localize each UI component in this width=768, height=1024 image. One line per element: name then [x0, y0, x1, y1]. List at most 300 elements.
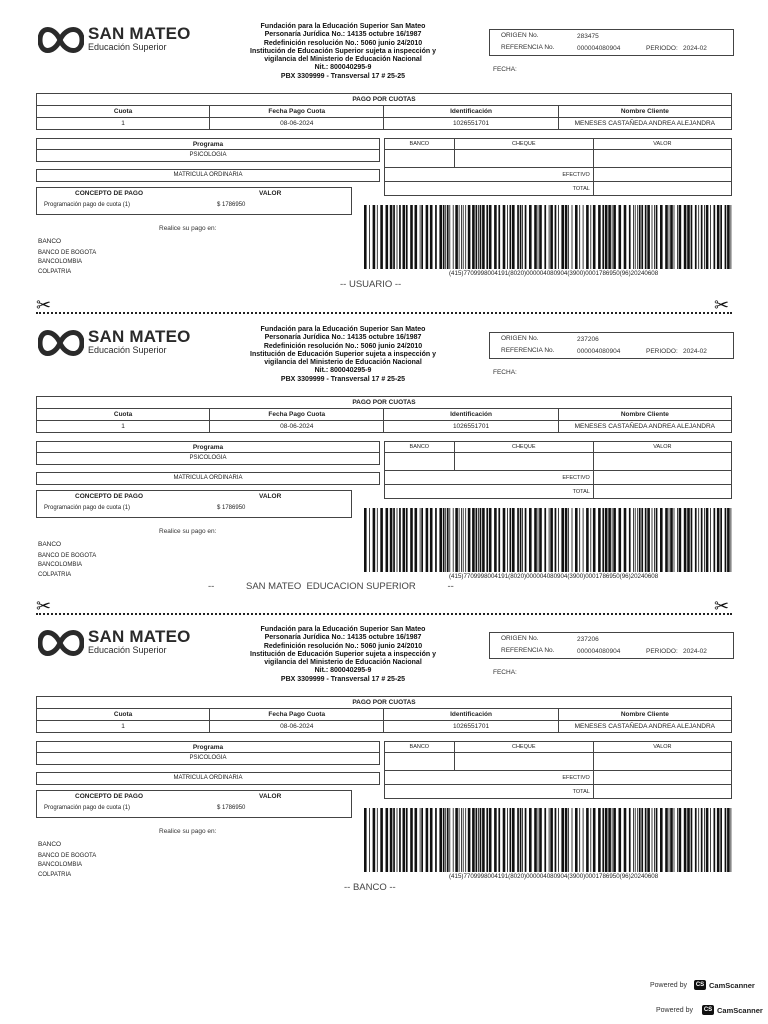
barcode-bar [725, 205, 727, 269]
barcode-bar [568, 205, 569, 269]
bank-list [38, 540, 96, 580]
barcode-bar [684, 508, 687, 572]
payment-concept-box [36, 490, 352, 518]
payment-concept-box [36, 790, 352, 818]
barcode-bar [687, 205, 690, 269]
barcode-bar [633, 508, 634, 572]
installments-table [36, 396, 732, 433]
barcode-bar [575, 508, 578, 572]
barcode-bar [468, 205, 471, 269]
installments-table [36, 696, 732, 733]
barcode-bar [529, 508, 532, 572]
barcode-bar [586, 205, 589, 269]
identificacion-value: 1026551701 [384, 721, 558, 733]
barcode-bar [534, 808, 537, 872]
barcode-bar [525, 508, 527, 572]
barcode-bar [645, 508, 647, 572]
barcode-bar [714, 808, 716, 872]
origin-reference-box [489, 29, 734, 56]
barcode-bar [572, 508, 573, 572]
header-line: PBX 3309999 - Transversal 17 # 25-25 [280, 72, 406, 80]
barcode-bar [393, 508, 395, 572]
barcode-bar [472, 808, 475, 872]
barcode-bar [480, 205, 482, 269]
cheque-cell [454, 453, 593, 471]
barcode-bar [698, 508, 699, 572]
program-value: PSICOLOGIA [36, 149, 380, 162]
fecha-pago-value: 08-06-2024 [210, 118, 384, 130]
barcode-bar [633, 205, 634, 269]
barcode-bar [478, 808, 479, 872]
barcode-bar [635, 205, 636, 269]
barcode-bar [439, 808, 442, 872]
barcode-bar [399, 808, 401, 872]
barcode-bar [647, 508, 650, 572]
col-banco: BANCO [385, 742, 455, 753]
barcode-bar [435, 808, 437, 872]
barcode-bar [539, 205, 542, 269]
col-identificacion: Identificación [384, 709, 558, 721]
col-nombre-cliente: Nombre Cliente [558, 409, 731, 421]
barcode-bar [639, 508, 641, 572]
barcode-bar [656, 808, 658, 872]
barcode-bar [465, 808, 466, 872]
barcode-bar [399, 205, 401, 269]
barcode-bar [665, 508, 668, 572]
header-line: PBX 3309999 - Transversal 17 # 25-25 [280, 375, 406, 383]
barcode-bar [674, 508, 675, 572]
barcode-bar [517, 508, 519, 572]
value-header: VALOR [259, 793, 282, 800]
institution-header [228, 626, 458, 684]
barcode-bar [512, 508, 515, 572]
barcode-bar [590, 808, 591, 872]
barcode-bar [465, 205, 466, 269]
col-fecha-pago: Fecha Pago Cuota [210, 106, 384, 118]
reference-label: REFERENCIA No. [501, 647, 555, 654]
barcode-bar [480, 808, 482, 872]
header-line: Fundación para la Educación Superior San Mateo [260, 626, 426, 633]
barcode-bar [619, 508, 622, 572]
barcode-bar [459, 205, 460, 269]
period-value: 2024-02 [683, 45, 707, 52]
efectivo-label: EFECTIVO [385, 771, 594, 785]
col-valor: VALOR [593, 442, 731, 453]
barcode-bar [390, 508, 393, 572]
barcode-bar [558, 508, 559, 572]
concept-value: $ 1786950 [217, 202, 246, 208]
barcode-bar [461, 508, 462, 572]
barcode-bar [572, 808, 573, 872]
efectivo-label: EFECTIVO [385, 471, 594, 485]
barcode-bar [476, 205, 478, 269]
barcode-bar [465, 508, 466, 572]
total-label: TOTAL [385, 182, 594, 196]
barcode-bar [520, 508, 522, 572]
barcode-bar [544, 205, 546, 269]
barcode-bar [435, 205, 437, 269]
enrollment-type: MATRICULA ORDINARIA [36, 472, 380, 485]
value-header: VALOR [259, 493, 282, 500]
barcode-bar [397, 205, 398, 269]
barcode-bar [461, 205, 462, 269]
barcode-bar [629, 508, 631, 572]
barcode-bar [478, 508, 479, 572]
barcode-bar [619, 808, 622, 872]
col-cheque: CHEQUE [454, 139, 593, 150]
barcode-bar [397, 508, 398, 572]
barcode-bar [472, 508, 475, 572]
barcode-bar [695, 205, 697, 269]
col-identificacion: Identificación [384, 106, 558, 118]
barcode-bar [486, 808, 488, 872]
bank-item: BANCO DE BOGOTA [38, 852, 97, 859]
barcode-bar [443, 205, 445, 269]
powered-by-text: Powered by [656, 1007, 693, 1014]
barcode-bar [393, 808, 395, 872]
barcode-bar [539, 508, 542, 572]
barcode-bar [613, 808, 616, 872]
barcode-bar [503, 808, 506, 872]
barcode-bar [701, 205, 703, 269]
barcode-bar [612, 205, 613, 269]
barcode-bar [449, 808, 450, 872]
total-cell [593, 785, 731, 799]
barcode-bar [445, 508, 446, 572]
concept-header: CONCEPTO DE PAGO [75, 190, 144, 197]
efectivo-label: EFECTIVO [385, 168, 594, 182]
barcode-bar [503, 508, 506, 572]
barcode-bar [482, 205, 485, 269]
barcode-bar [583, 808, 584, 872]
institution-header [228, 326, 458, 384]
barcode-bar [590, 205, 591, 269]
installments-title: PAGO POR CUOTAS [37, 94, 732, 106]
nombre-cliente-value: MENESES CASTAÑEDA ANDREA ALEJANDRA [558, 421, 731, 433]
banco-cell [385, 753, 455, 771]
barcode-bar [489, 205, 492, 269]
date-label: FECHA: [493, 66, 517, 73]
program-value: PSICOLOGIA [36, 452, 380, 465]
barcode-bar [449, 508, 450, 572]
bank-list [38, 237, 96, 277]
program-header: Programa [36, 138, 380, 150]
barcode-bar [691, 508, 693, 572]
col-valor: VALOR [593, 139, 731, 150]
barcode-bar [691, 205, 693, 269]
barcode-bar [714, 205, 716, 269]
barcode-bar [677, 808, 678, 872]
enrollment-type: MATRICULA ORDINARIA [36, 772, 380, 785]
barcode-bar [386, 205, 389, 269]
barcode [364, 508, 732, 572]
logo-mark-icon [38, 20, 84, 60]
barcode-bar [598, 808, 601, 872]
barcode-bar [679, 205, 682, 269]
barcode-bar [461, 808, 462, 872]
barcode-bar [538, 508, 539, 572]
barcode-bar [463, 508, 464, 572]
payment-method-table [384, 441, 732, 499]
barcode-bar [455, 808, 458, 872]
bank-item: COLPATRIA [38, 268, 72, 275]
san-mateo-logo [38, 323, 198, 363]
barcode-bar [430, 205, 433, 269]
barcode-bar [612, 808, 613, 872]
barcode-bar [612, 508, 613, 572]
date-label: FECHA: [493, 669, 517, 676]
barcode-bar [645, 205, 647, 269]
bank-list [38, 840, 96, 880]
barcode-bar [669, 205, 670, 269]
valor-cell [593, 150, 731, 168]
barcode-bar [575, 205, 578, 269]
cut-line [36, 613, 732, 615]
barcode-bar [373, 808, 376, 872]
period-label: PERIODO: [646, 45, 678, 52]
efectivo-cell [593, 168, 731, 182]
barcode-bar [605, 205, 608, 269]
barcode-bar [725, 508, 727, 572]
barcode-bar [522, 205, 523, 269]
logo-subtitle: Educación Superior [88, 42, 167, 52]
camscanner-badge [702, 1005, 763, 1015]
barcode-bar [687, 508, 690, 572]
header-line: Nit.: 800040295-9 [314, 367, 372, 375]
origin-label: ORIGEN No. [501, 335, 539, 342]
barcode-bar [529, 205, 532, 269]
barcode-bar [468, 808, 471, 872]
total-label: TOTAL [385, 485, 594, 499]
barcode-bar [677, 508, 678, 572]
barcode-bar [534, 508, 537, 572]
pay-at-label: Realice su pago en: [159, 828, 217, 835]
concept-item: Programación pago de cuota (1) [44, 805, 131, 811]
barcode-bar [561, 508, 564, 572]
logo-name: SAN MATEO [88, 627, 191, 646]
barcode-bar [453, 808, 454, 872]
barcode-bar [443, 508, 445, 572]
barcode-bar [586, 808, 589, 872]
fecha-pago-value: 08-06-2024 [210, 721, 384, 733]
barcode-bar [534, 205, 537, 269]
camscanner-badge [694, 980, 755, 990]
col-banco: BANCO [385, 139, 455, 150]
header-line: Nit.: 800040295-9 [314, 64, 372, 72]
identificacion-value: 1026551701 [384, 118, 558, 130]
barcode-bar [637, 808, 638, 872]
copy-label: -- SAN MATEO EDUCACION SUPERIOR -- [208, 581, 454, 592]
barcode-bar [476, 508, 478, 572]
header-line: Fundación para la Educación Superior San Mateo [260, 23, 426, 30]
barcode-bar [489, 808, 492, 872]
col-cuota: Cuota [37, 709, 210, 721]
barcode-bar [426, 808, 429, 872]
col-cuota: Cuota [37, 409, 210, 421]
barcode-bar [725, 808, 727, 872]
barcode-bar [494, 808, 497, 872]
col-identificacion: Identificación [384, 409, 558, 421]
barcode-bar [520, 808, 522, 872]
barcode-bar [691, 808, 693, 872]
barcode-bar [568, 508, 569, 572]
barcode-bar [369, 808, 370, 872]
barcode-bar [443, 808, 445, 872]
barcode-bar [517, 808, 519, 872]
barcode-bar [482, 808, 485, 872]
col-cuota: Cuota [37, 106, 210, 118]
barcode-bar [598, 205, 601, 269]
barcode-bar [641, 205, 643, 269]
barcode-bar [704, 205, 705, 269]
barcode-bar [608, 508, 611, 572]
barcode-bar [403, 808, 406, 872]
efectivo-cell [593, 771, 731, 785]
barcode-bar [652, 205, 653, 269]
logo-name: SAN MATEO [88, 327, 191, 346]
scissors-icon: ✂ [714, 596, 730, 616]
reference-number: 000004080904 [577, 348, 621, 355]
barcode-bar [549, 508, 550, 572]
barcode-bar [656, 205, 658, 269]
cuota-value: 1 [37, 118, 210, 130]
barcode-bar [522, 508, 523, 572]
cuota-value: 1 [37, 421, 210, 433]
col-nombre-cliente: Nombre Cliente [558, 709, 731, 721]
barcode-bar [415, 808, 418, 872]
logo-mark-icon [38, 323, 84, 363]
value-header: VALOR [259, 190, 282, 197]
barcode-bar [406, 808, 408, 872]
barcode-bar [510, 205, 512, 269]
barcode-bar [426, 508, 429, 572]
barcode-bar [706, 508, 709, 572]
header-line: vigilancia del Ministerio de Educación Nacional [264, 659, 422, 667]
copy-label: -- USUARIO -- [340, 279, 402, 290]
header-line: Personaría Jurídica No.: 14135 octubre 16/1987 [264, 334, 422, 342]
barcode-bar [677, 205, 678, 269]
scissors-icon: ✂ [36, 596, 52, 616]
nombre-cliente-value: MENESES CASTAÑEDA ANDREA ALEJANDRA [558, 118, 731, 130]
barcode-bar [629, 808, 631, 872]
barcode-bar [510, 508, 512, 572]
barcode-bar [549, 808, 550, 872]
barcode-bar [439, 508, 442, 572]
barcode-bar [731, 205, 732, 269]
barcode-bar [698, 808, 699, 872]
installments-table [36, 93, 732, 130]
period-label: PERIODO: [646, 648, 678, 655]
barcode-bar [544, 508, 546, 572]
origin-reference-box [489, 632, 734, 659]
barcode-bar [704, 808, 705, 872]
barcode-bar [453, 205, 454, 269]
bank-item: BANCO DE BOGOTA [38, 552, 97, 559]
barcode-bar [512, 808, 515, 872]
barcode-bar [525, 808, 527, 872]
barcode-bar [447, 808, 449, 872]
barcode-bar [579, 808, 580, 872]
header-line: Personaría Jurídica No.: 14135 octubre 16/1987 [264, 634, 422, 642]
barcode-bar [572, 205, 573, 269]
header-line: Institución de Educación Superior sujeta a inspección y [250, 350, 436, 358]
barcode-bar [561, 808, 564, 872]
barcode-bar [720, 508, 722, 572]
barcode-bar [565, 508, 568, 572]
barcode-bar [377, 808, 378, 872]
barcode-bar [507, 508, 508, 572]
barcode-bar [449, 205, 450, 269]
header-line: PBX 3309999 - Transversal 17 # 25-25 [280, 675, 406, 683]
barcode-bar [647, 205, 650, 269]
barcode-bar [669, 508, 670, 572]
reference-label: REFERENCIA No. [501, 44, 555, 51]
barcode [364, 808, 732, 872]
nombre-cliente-value: MENESES CASTAÑEDA ANDREA ALEJANDRA [558, 721, 731, 733]
barcode-bar [698, 205, 699, 269]
program-header: Programa [36, 441, 380, 453]
barcode-bar [445, 808, 446, 872]
payment-slip-banco [0, 603, 768, 903]
barcode-bar [529, 808, 532, 872]
header-line: Redefinición resolución No.: 5060 junio 24/2010 [263, 642, 423, 650]
pay-at-label: Realice su pago en: [159, 528, 217, 535]
barcode-bar [373, 205, 376, 269]
period-label: PERIODO: [646, 348, 678, 355]
barcode-bar [561, 205, 564, 269]
scissors-icon: ✂ [36, 295, 52, 315]
barcode-bar [633, 808, 634, 872]
barcode-bar [701, 808, 703, 872]
barcode-bar [670, 205, 673, 269]
barcode-bar [476, 808, 478, 872]
barcode-bar [415, 205, 418, 269]
barcode-bar [369, 508, 370, 572]
barcode-bar [605, 508, 608, 572]
barcode-bar [430, 808, 433, 872]
barcode-bar [520, 205, 522, 269]
bank-item: BANCOLOMBIA [38, 562, 83, 568]
total-cell [593, 485, 731, 499]
payment-method-table [384, 741, 732, 799]
barcode-bar [605, 808, 608, 872]
cut-line [36, 312, 732, 314]
origin-label: ORIGEN No. [501, 32, 539, 39]
payment-slip-institucion [0, 303, 768, 603]
barcode-bar [373, 508, 376, 572]
barcode-bar [706, 808, 709, 872]
barcode-bar [403, 205, 406, 269]
period-value: 2024-02 [683, 348, 707, 355]
bank-item: BANCOLOMBIA [38, 259, 83, 265]
barcode-bar [482, 508, 485, 572]
barcode-bar [377, 205, 378, 269]
barcode-bar [421, 205, 423, 269]
bank-list-title: BANCO [38, 841, 62, 848]
col-banco: BANCO [385, 442, 455, 453]
barcode-bar [364, 808, 367, 872]
barcode-bar [619, 205, 622, 269]
barcode-bar [635, 808, 636, 872]
bank-item: COLPATRIA [38, 871, 72, 878]
barcode-bar [494, 508, 497, 572]
barcode-bar [522, 808, 523, 872]
barcode-bar [608, 205, 611, 269]
payment-slip-usuario [0, 0, 768, 300]
barcode-bar [639, 205, 641, 269]
barcode-bar [602, 808, 604, 872]
barcode-bar [652, 808, 653, 872]
